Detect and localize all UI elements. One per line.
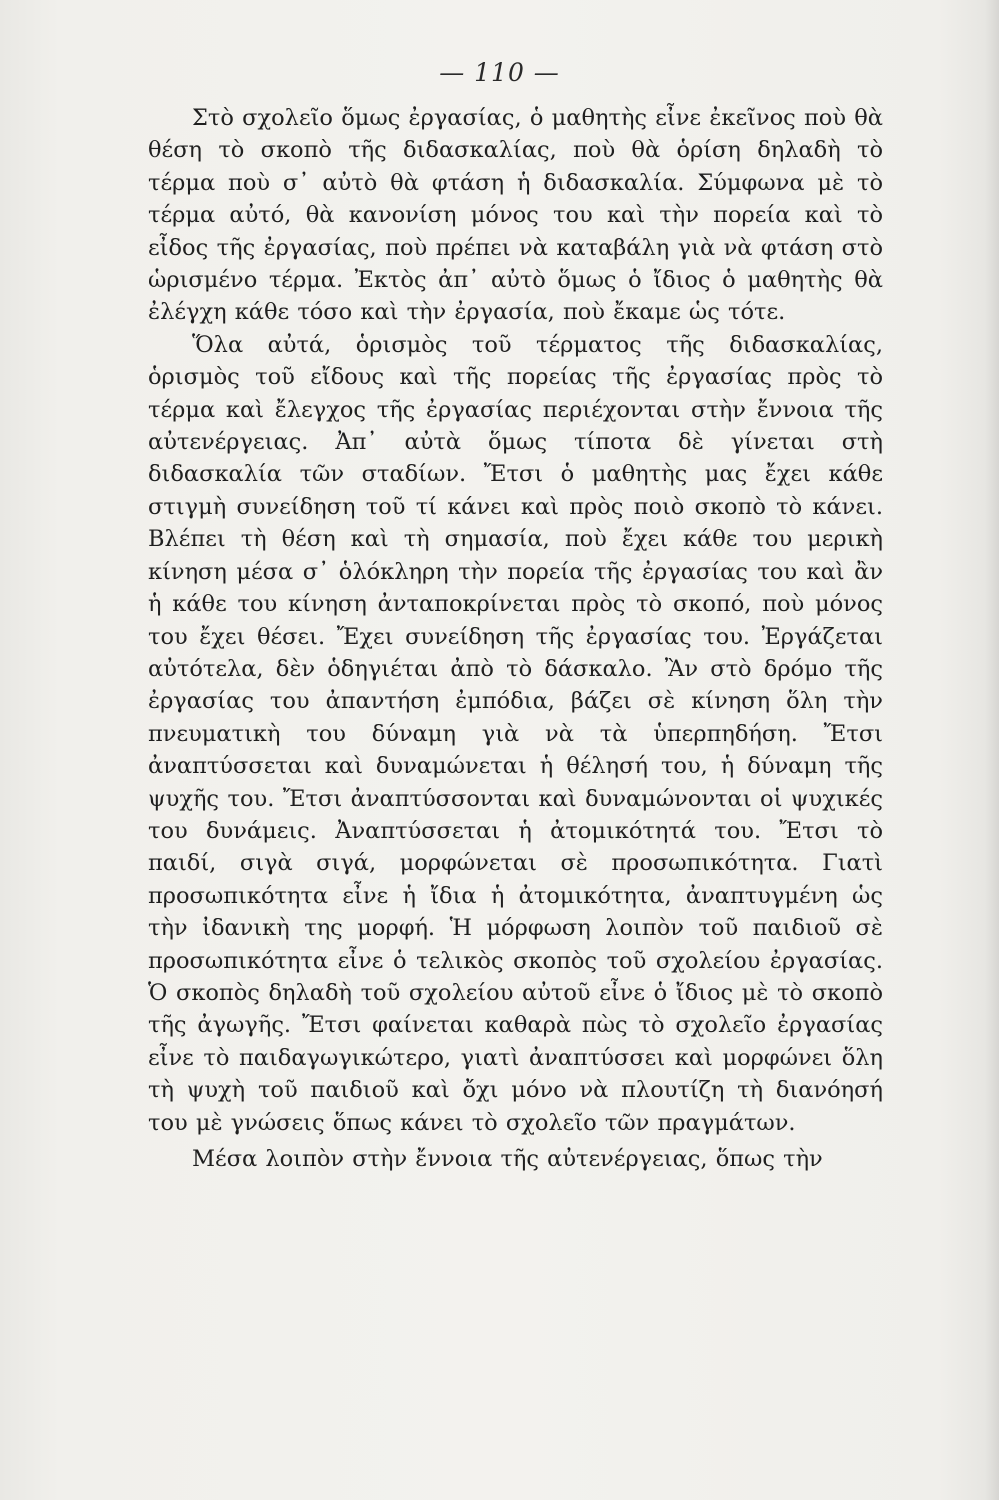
page-edge-shadow <box>985 0 999 1500</box>
paragraph-3: Μέσα λοιπὸν στὴν ἔννοια τῆς αὐτενέργειας, ὅπως τὴν <box>192 1146 823 1172</box>
paragraph-1: Στὸ σχολεῖο ὅμως ἐργασίας, ὁ μαθητὴς εἶνε ἐκεῖνος ποὺ θὰ θέση τὸ σκοπὸ τῆς διδασκαλίας, ποὺ θὰ ὁρίση δηλαδὴ τὸ τέρμα ποὺ σ᾽ αὐτὸ θὰ φτάση ἡ διδασκαλία. Σύμφωνα μὲ τὸ τέρμα αὐτό, θὰ κανονίση μόνος του καὶ τὴν πορεία καὶ τὸ εἶδος τῆς ἐργασίας, ποὺ πρέπει νὰ καταβάλη γιὰ νὰ φτάση στὸ ὡρισμένο τέρμα. Ἐκτὸς ἀπ᾽ αὐτὸ ὅμως ὁ ἴδιος ὁ μαθητὴς θὰ ἐλέγχη κάθε τόσο καὶ τὴν ἐργασία, ποὺ ἔκαμε ὡς τότε. <box>148 105 883 326</box>
paragraph-2: Ὅλα αὐτά, ὁρισμὸς τοῦ τέρματος τῆς διδασκαλίας, ὁρισμὸς τοῦ εἴδους καὶ τῆς πορείας τῆς ἐργασίας πρὸς τὸ τέρμα καὶ ἔλεγχος τῆς ἐργασίας περιέχονται στὴν ἔννοια τῆς αὐτενέργειας. Ἀπ᾽ αὐτὰ ὅμως τίποτα δὲ γίνεται στὴ διδασκαλία τῶν σταδίων. Ἔτσι ὁ μαθητὴς μας ἔχει κάθε στιγμὴ συνείδηση τοῦ τί κάνει καὶ πρὸς ποιὸ σκοπὸ τὸ κάνει. Βλέπει τὴ θέση καὶ τὴ σημασία, ποὺ ἔχει κάθε του μερικὴ κίνηση μέσα σ᾽ ὁλόκληρη τὴν πορεία τῆς ἐργασίας του καὶ ἂν ἡ κάθε του κίνηση ἀνταποκρίνεται πρὸς τὸ σκοπό, ποὺ μόνος του ἔχει θέσει. Ἔχει συνείδηση τῆς ἐργασίας του. Ἐργάζεται αὐτότελα, δὲν ὁδηγιέται ἀπὸ τὸ δάσκαλο. Ἂν στὸ δρόμο τῆς ἐργασίας του ἀπαντήση ἐμπόδια, βάζει σὲ κίνηση ὅλη τὴν πνευματικὴ του δύναμη γιὰ νὰ τὰ ὑπερπηδήση. Ἔτσι ἀναπτύσσεται καὶ δυναμώνεται ἡ θέλησή του, ἡ δύναμη τῆς ψυχῆς του. Ἔτσι ἀναπτύσσονται καὶ δυναμώνονται οἱ ψυχικές του δυνάμεις. Ἀναπτύσσεται ἡ ἀτομικότητά του. Ἔτσι τὸ παιδί, σιγὰ σιγά, μορφώνεται σὲ προσωπικότητα. Γιατὶ προσωπικότητα εἶνε ἡ ἴδια ἡ ἀτομικότητα, ἀναπτυγμένη ὡς τὴν ἰδανικὴ της μορφή. Ἡ μόρφωση λοιπὸν τοῦ παιδιοῦ σὲ προσωπικότητα εἶνε ὁ τελικὸς σκοπὸς τοῦ σχολείου ἐργασίας. Ὁ σκοπὸς δηλαδὴ τοῦ σχολείου αὐτοῦ εἶνε ὁ ἴδιος μὲ τὸ σκοπὸ τῆς ἀγωγῆς. Ἔτσι φαίνεται καθαρὰ πὼς τὸ σχολεῖο ἐργασίας εἶνε τὸ παιδαγωγικώτερο, γιατὶ ἀναπτύσσει καὶ μορφώνει ὅλη τὴ ψυχὴ τοῦ παιδιοῦ καὶ ὄχι μόνο νὰ πλουτίζη τὴ διανόησή του μὲ γνώσεις ὅπως κάνει τὸ σχολεῖο τῶν πραγμάτων. <box>148 331 883 1136</box>
page-number: — 110 — <box>439 58 560 87</box>
body-text <box>148 102 883 1175</box>
